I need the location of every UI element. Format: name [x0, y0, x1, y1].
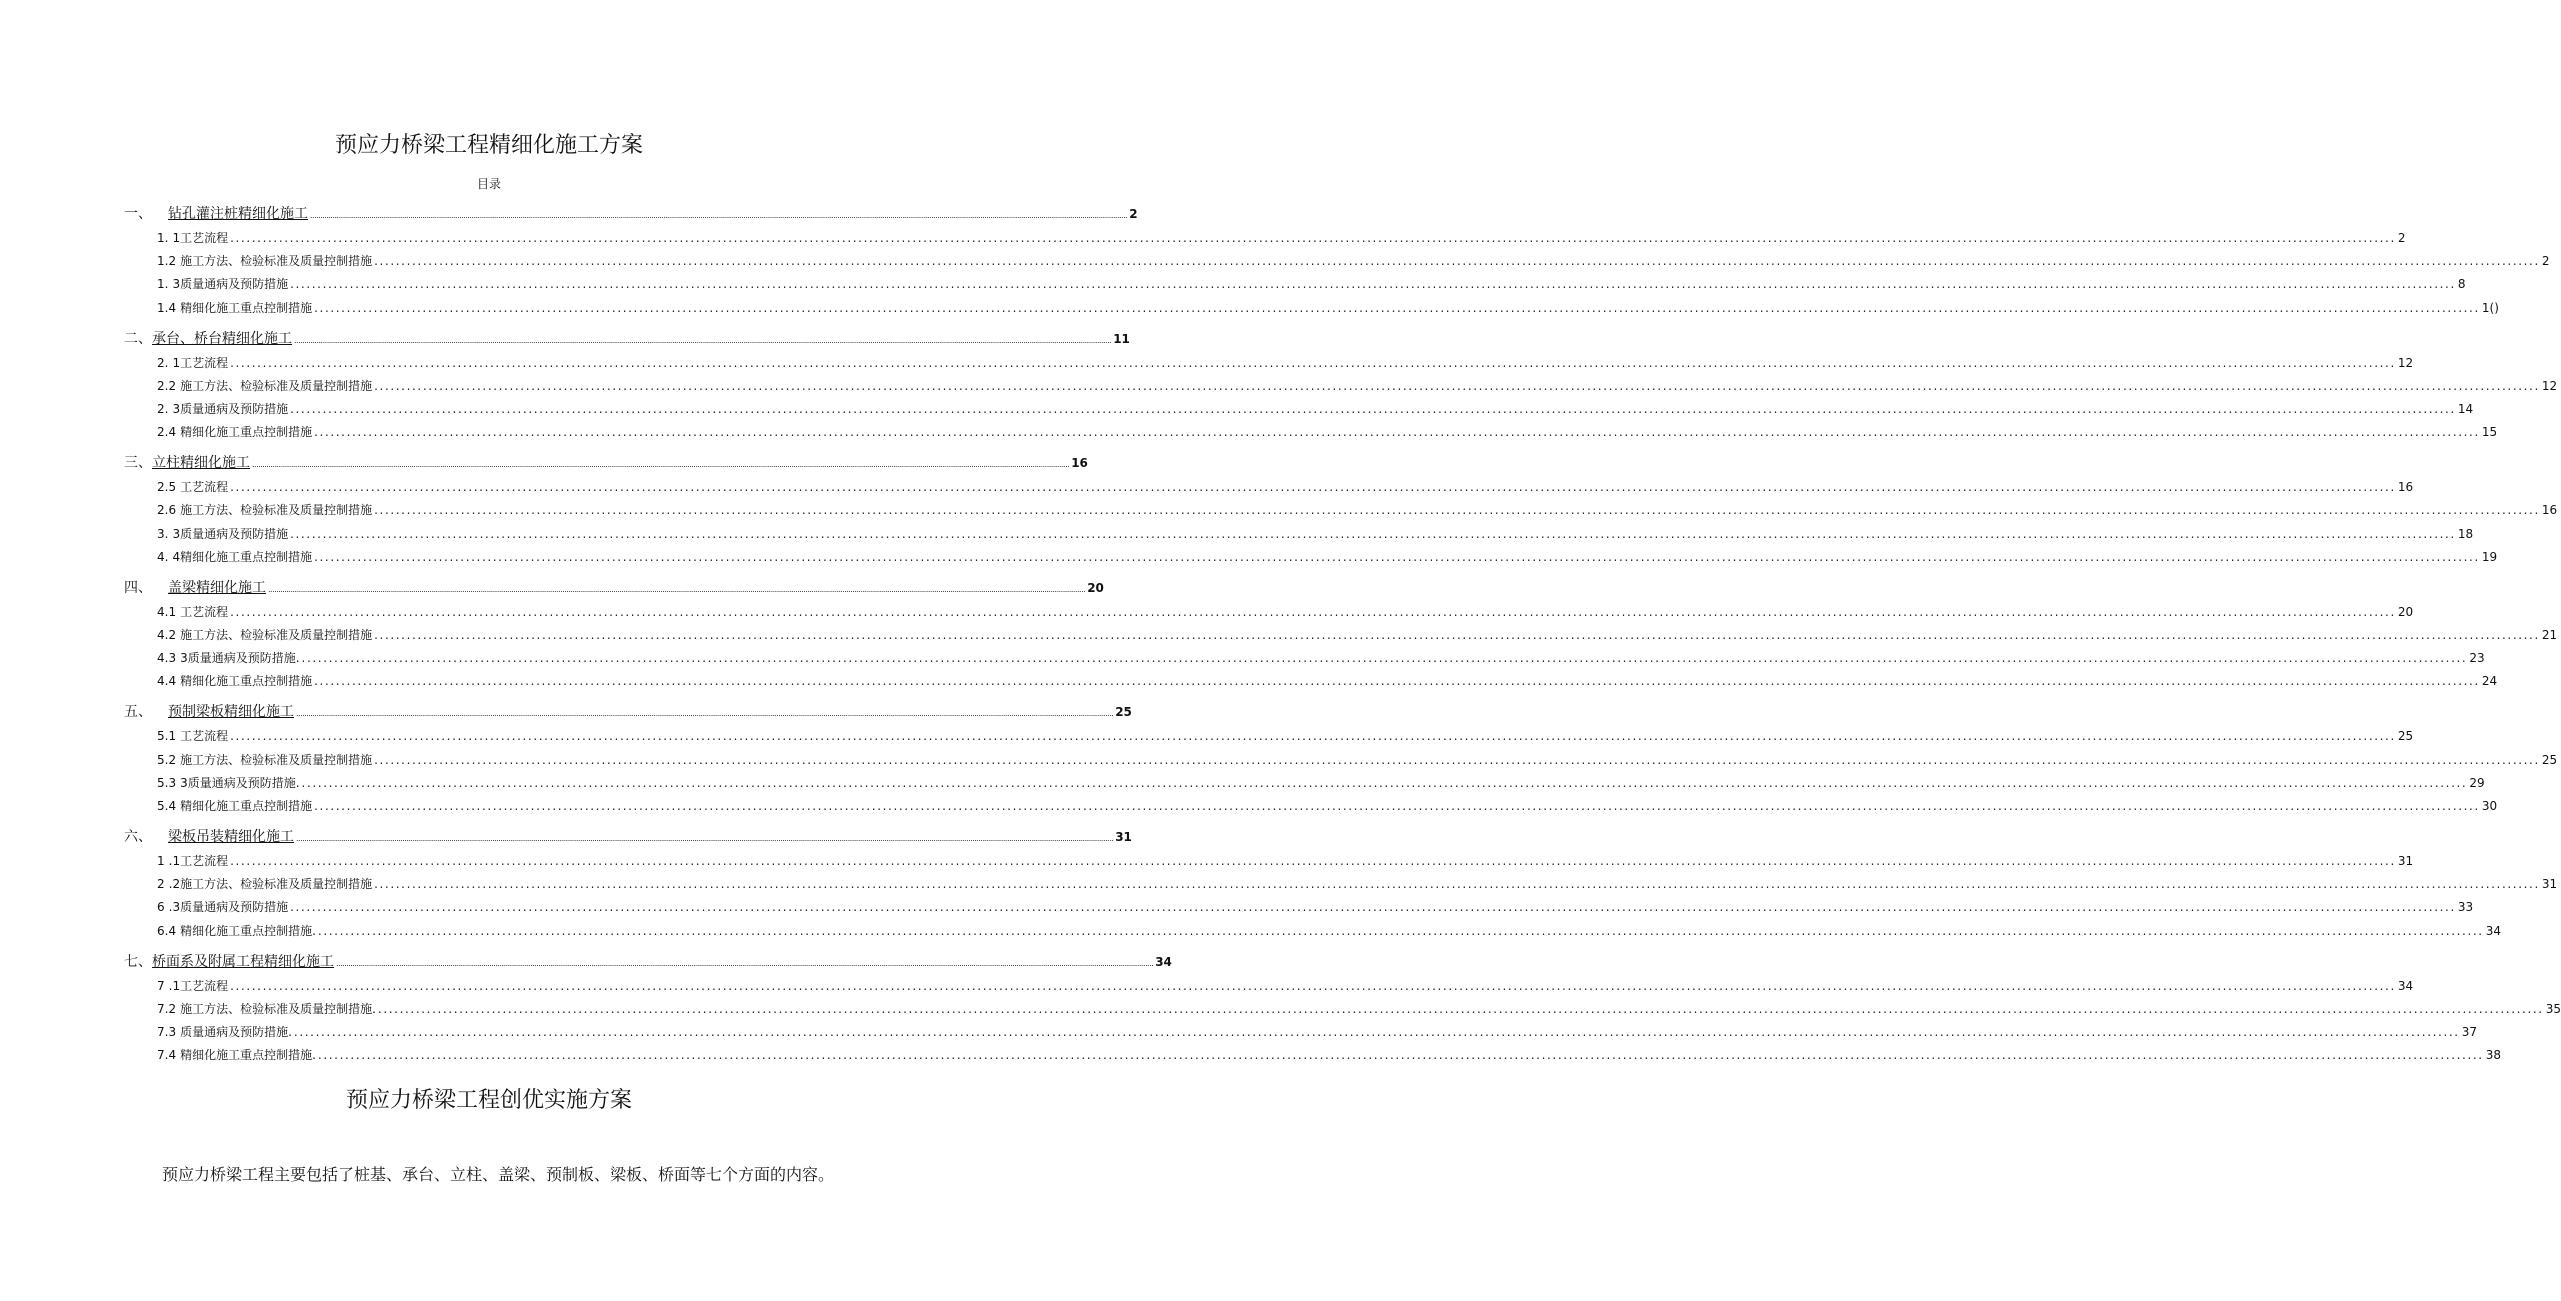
toc-section-entry[interactable] [157, 299, 2499, 316]
toc-entry-number: 7 [157, 978, 165, 993]
toc-entry-number: 3. [157, 526, 169, 541]
toc-entry-number: 7.3 [157, 1025, 177, 1039]
toc-entry-number: 5.3 [157, 775, 177, 790]
toc-entry-text: .2施工方法、检验标准及质量控制措施 [168, 877, 373, 892]
toc-dot-leader: ................................................................................................................................................................................................................................................................................................................................................................................................................ [374, 877, 2540, 892]
toc-entry-text: 施工方法、检验标准及质量控制措施 [180, 503, 373, 518]
toc-entry-number: 1.4 [157, 300, 177, 315]
toc-section-entry[interactable] [157, 774, 2485, 791]
toc-entry-number: 二、 [124, 330, 152, 347]
toc-page-number: 37 [2461, 1025, 2477, 1039]
toc-section-entry[interactable] [157, 649, 2485, 666]
toc-chapter-entry[interactable] [124, 701, 1132, 721]
toc-section-entry[interactable] [157, 603, 2414, 620]
toc-entry-label [157, 252, 372, 269]
toc-entry-text: .1工艺流程 [168, 978, 229, 993]
toc-dot-leader: ................................................................................................................................................................................................................................................................................................................................................................................................................ [374, 503, 2540, 518]
toc-dot-leader: ................................................................................................................................................................................................................................................................................................................................................................................................................ [314, 300, 2480, 315]
toc-entry-label [157, 275, 288, 292]
toc-entry-number: 5.1 [157, 729, 177, 744]
toc-entry-label [124, 701, 294, 721]
toc-page-number: 31 [1115, 830, 1132, 844]
toc-page-number: 12 [2397, 355, 2414, 370]
toc-entry-label [124, 577, 266, 597]
toc-page-number: 15 [2481, 425, 2498, 440]
toc-dot-leader: ................................................................................................................................................................................................................................................................................................................................................................................................................ [230, 729, 2396, 744]
toc-section-entry[interactable] [157, 525, 2474, 542]
toc-chapter-entry[interactable] [124, 203, 1138, 223]
toc-entry-number: 四、 [124, 579, 152, 596]
toc-page-number: 24 [2481, 674, 2498, 689]
toc-entry-label [157, 423, 312, 440]
toc-section-entry[interactable] [157, 501, 2558, 518]
toc-entry-label [157, 751, 372, 768]
toc-entry-label [124, 203, 308, 223]
toc-entry-label [157, 525, 288, 542]
toc-page-number: 16 [1071, 456, 1088, 471]
toc-entry-number: 1. [157, 277, 169, 292]
toc-dot-leader: ................................................................................................................................................................................................................................................................................................................................................................................................................ [294, 335, 1112, 345]
toc-chapter-entry[interactable] [124, 452, 1088, 472]
toc-page-number: 20 [1087, 580, 1104, 595]
toc-chapter-entry[interactable] [124, 951, 1172, 971]
toc-entry-number: 7.4 [157, 1048, 177, 1063]
toc-entry-text: 3质量通病及预防措施. [180, 775, 300, 790]
toc-section-entry[interactable] [157, 275, 2466, 292]
toc-dot-leader: ................................................................................................................................................................................................................................................................................................................................................................................................................ [230, 978, 2396, 993]
toc-section-entry[interactable] [157, 400, 2474, 417]
toc-dot-leader: ................................................................................................................................................................................................................................................................................................................................................................................................................ [317, 923, 2484, 938]
toc-entry-number: 一、 [124, 206, 152, 222]
toc-dot-leader: ................................................................................................................................................................................................................................................................................................................................................................................................................ [374, 378, 2540, 393]
toc-page-number: 16 [2541, 503, 2558, 518]
toc-entry-text: 3质量通病及预防措施. [180, 651, 300, 666]
toc-entry-number: 2. [157, 402, 169, 416]
toc-entry-number: 1 [157, 854, 165, 868]
toc-entry-label [157, 1000, 376, 1017]
toc-section-entry[interactable] [157, 875, 2558, 892]
toc-section-entry[interactable] [157, 354, 2414, 371]
toc-entry-label [157, 672, 312, 689]
toc-dot-leader: ................................................................................................................................................................................................................................................................................................................................................................................................................ [230, 355, 2396, 370]
toc-dot-leader: ................................................................................................................................................................................................................................................................................................................................................................................................................ [290, 277, 2456, 292]
toc-entry-label [124, 951, 334, 971]
toc-entry-number: 三、 [124, 455, 152, 472]
toc-entry-label [157, 548, 312, 565]
toc-entry-text: 施工方法、检验标准及质量控制措施. [180, 1001, 376, 1016]
toc-entry-number: 4.4 [157, 674, 177, 689]
toc-entry-text: 1工艺流程 [172, 355, 229, 370]
toc-page-number: 25 [2397, 729, 2414, 744]
toc-entry-label [157, 649, 300, 666]
toc-dot-leader: ................................................................................................................................................................................................................................................................................................................................................................................................................ [290, 526, 2456, 541]
toc-entry-label [157, 354, 228, 371]
toc-entry-number: 4. [157, 549, 169, 564]
toc-entry-label [124, 328, 292, 348]
toc-page-number: 31 [2541, 877, 2558, 892]
toc-page-number: 19 [2481, 549, 2498, 564]
toc-dot-leader: ................................................................................................................................................................................................................................................................................................................................................................................................................ [317, 1048, 2484, 1063]
toc-entry-number: 4.2 [157, 628, 177, 642]
toc-page-number: 25 [2541, 752, 2558, 767]
toc-entry-text: 3质量通病及预防措施 [172, 526, 289, 541]
toc-entry-number: 1.2 [157, 254, 177, 269]
toc-entry-text: 施工方法、检验标准及质量控制措施 [180, 378, 373, 393]
toc-entry-label [157, 229, 228, 246]
toc-dot-leader: ................................................................................................................................................................................................................................................................................................................................................................................................................ [377, 1001, 2544, 1016]
toc-entry-text: 承台、桥台精细化施工 [152, 330, 292, 347]
toc-entry-text: 精细化施工重点控制措施 [180, 799, 313, 813]
toc-entry-number: 4.1 [157, 604, 177, 619]
toc-page-number: 25 [1115, 705, 1132, 720]
toc-entry-label [157, 977, 228, 994]
toc-chapter-entry[interactable] [124, 328, 1130, 348]
toc-dot-leader: ................................................................................................................................................................................................................................................................................................................................................................................................................ [296, 834, 1114, 843]
toc-page-number: 38 [2485, 1048, 2501, 1063]
toc-page-number: 34 [2397, 978, 2414, 993]
toc-entry-number: 七、 [124, 953, 152, 970]
toc-entry-label [157, 898, 288, 915]
toc-page-number: 16 [2397, 480, 2414, 495]
toc-chapter-entry[interactable] [124, 826, 1132, 846]
toc-page-number: 2 [2397, 231, 2406, 245]
toc-entry-text: 施工方法、检验标准及质量控制措施 [180, 752, 373, 767]
toc-section-entry[interactable] [157, 1046, 2501, 1063]
toc-page-number: 29 [2469, 775, 2485, 790]
toc-chapter-entry[interactable] [124, 577, 1104, 597]
toc-page-number: 11 [1113, 331, 1130, 346]
toc-heading: 目录 [476, 177, 501, 191]
toc-dot-leader: ................................................................................................................................................................................................................................................................................................................................................................................................................ [290, 402, 2456, 416]
toc-entry-label [157, 797, 312, 814]
toc-entry-number: 2.6 [157, 503, 177, 518]
document-title: 预应力桥梁工程精细化施工方案 [334, 133, 643, 158]
toc-entry-text: 钻孔灌注桩精细化施工 [168, 206, 308, 222]
toc-page-number: 20 [2397, 604, 2414, 619]
toc-entry-text: 精细化施工重点控制措施. [180, 923, 316, 938]
toc-entry-label [157, 1023, 292, 1040]
toc-entry-text: 立柱精细化施工 [152, 455, 250, 472]
toc-entry-text: 桥面系及附属工程精细化施工 [152, 953, 334, 970]
toc-entry-label [157, 852, 228, 869]
toc-section-entry[interactable] [157, 478, 2414, 495]
toc-entry-number: 7.2 [157, 1001, 177, 1016]
toc-entry-number: 5.2 [157, 752, 177, 767]
toc-entry-text: 3质量通病及预防措施 [172, 277, 289, 292]
toc-entry-label [157, 501, 372, 518]
toc-entry-text: 精细化施工重点控制措施. [180, 1048, 316, 1063]
toc-entry-number: 2.2 [157, 378, 177, 393]
toc-section-entry[interactable] [157, 377, 2558, 394]
toc-entry-text: .3质量通病及预防措施 [168, 900, 289, 915]
toc-page-number: 33 [2457, 900, 2474, 915]
toc-dot-leader: ................................................................................................................................................................................................................................................................................................................................................................................................................ [230, 854, 2396, 868]
toc-entry-text: 4精细化施工重点控制措施 [172, 549, 313, 564]
toc-dot-leader: ................................................................................................................................................................................................................................................................................................................................................................................................................ [314, 425, 2480, 440]
toc-entry-number: 6.4 [157, 923, 177, 938]
toc-entry-label [124, 452, 250, 472]
toc-section-entry[interactable] [157, 423, 2498, 440]
toc-page-number: 8 [2457, 277, 2466, 292]
section-title: 预应力桥梁工程创优实施方案 [345, 1088, 632, 1113]
toc-entry-label [157, 875, 372, 892]
toc-entry-label [157, 774, 300, 791]
toc-dot-leader: ................................................................................................................................................................................................................................................................................................................................................................................................................ [374, 752, 2540, 767]
toc-entry-text: 梁板吊装精细化施工 [168, 829, 294, 845]
toc-dot-leader: ................................................................................................................................................................................................................................................................................................................................................................................................................ [314, 674, 2480, 689]
toc-entry-label [157, 922, 316, 939]
toc-section-entry[interactable] [157, 548, 2498, 565]
toc-dot-leader: ................................................................................................................................................................................................................................................................................................................................................................................................................ [301, 775, 2468, 790]
toc-entry-label [124, 826, 294, 846]
toc-entry-number: 6 [157, 900, 165, 915]
toc-entry-text: 盖梁精细化施工 [168, 579, 266, 596]
toc-entry-number: 2. [157, 355, 169, 370]
toc-section-entry[interactable] [157, 727, 2414, 744]
toc-section-entry[interactable] [157, 626, 2558, 643]
toc-entry-label [157, 478, 228, 495]
toc-page-number: 31 [2397, 854, 2414, 868]
toc-entry-text: 精细化施工重点控制措施 [180, 674, 313, 689]
toc-entry-number: 5.4 [157, 799, 177, 813]
toc-page-number: 1() [2481, 300, 2499, 315]
toc-entry-number: 1. [157, 231, 169, 245]
toc-entry-number: 4.3 [157, 651, 177, 666]
toc-section-entry[interactable] [157, 797, 2498, 814]
toc-entry-number: 2.4 [157, 425, 177, 440]
toc-dot-leader: ................................................................................................................................................................................................................................................................................................................................................................................................................ [293, 1025, 2460, 1039]
toc-entry-number: 2.5 [157, 480, 177, 495]
toc-dot-leader: ................................................................................................................................................................................................................................................................................................................................................................................................................ [336, 958, 1154, 968]
intro-paragraph: 预应力桥梁工程主要包括了桩基、承台、立柱、盖梁、预制板、梁板、桥面等七个方面的内容。 [162, 1165, 835, 1184]
toc-section-entry[interactable] [157, 1023, 2477, 1040]
toc-entry-number: 2 [157, 877, 165, 892]
toc-section-entry[interactable] [157, 977, 2414, 994]
toc-page-number: 12 [2541, 378, 2558, 393]
toc-dot-leader: ................................................................................................................................................................................................................................................................................................................................................................................................................ [374, 254, 2540, 269]
toc-dot-leader: ................................................................................................................................................................................................................................................................................................................................................................................................................ [314, 549, 2480, 564]
toc-entry-text: 预制梁板精细化施工 [168, 704, 294, 721]
toc-section-entry[interactable] [157, 898, 2474, 915]
toc-page-number: 34 [2485, 923, 2501, 938]
toc-entry-text: 工艺流程 [180, 604, 229, 619]
toc-entry-label [157, 727, 228, 744]
toc-page-number: 35 [2545, 1001, 2561, 1016]
toc-dot-leader: ................................................................................................................................................................................................................................................................................................................................................................................................................ [290, 900, 2456, 915]
toc-dot-leader: ................................................................................................................................................................................................................................................................................................................................................................................................................ [252, 460, 1070, 470]
toc-dot-leader: ................................................................................................................................................................................................................................................................................................................................................................................................................ [301, 651, 2468, 666]
toc-entry-label [157, 377, 372, 394]
toc-page-number: 2 [2541, 254, 2550, 269]
toc-section-entry[interactable] [157, 852, 2414, 869]
toc-section-entry[interactable] [157, 229, 2406, 246]
toc-page-number: 34 [1155, 954, 1172, 969]
toc-dot-leader: ................................................................................................................................................................................................................................................................................................................................................................................................................ [314, 799, 2480, 813]
toc-entry-label [157, 1046, 316, 1063]
toc-entry-text: 1工艺流程 [172, 231, 229, 245]
toc-entry-text: .1工艺流程 [168, 854, 229, 868]
toc-dot-leader: ................................................................................................................................................................................................................................................................................................................................................................................................................ [230, 231, 2396, 245]
toc-section-entry[interactable] [157, 252, 2550, 269]
toc-page-number: 30 [2481, 799, 2498, 813]
toc-entry-label [157, 603, 228, 620]
toc-entry-text: 施工方法、检验标准及质量控制措施 [180, 628, 373, 642]
toc-dot-leader: ................................................................................................................................................................................................................................................................................................................................................................................................................ [296, 709, 1114, 719]
toc-section-entry[interactable] [157, 922, 2501, 939]
toc-dot-leader: ................................................................................................................................................................................................................................................................................................................................................................................................................ [230, 480, 2396, 495]
toc-entry-number: 五、 [124, 704, 152, 721]
toc-entry-text: 精细化施工重点控制措施 [180, 300, 313, 315]
toc-section-entry[interactable] [157, 1000, 2561, 1017]
toc-entry-text: 质量通病及预防措施. [180, 1025, 292, 1039]
toc-page-number: 2 [1129, 207, 1138, 221]
toc-dot-leader: ................................................................................................................................................................................................................................................................................................................................................................................................................ [374, 628, 2540, 642]
toc-entry-text: 施工方法、检验标准及质量控制措施 [180, 254, 373, 269]
toc-entry-text: 精细化施工重点控制措施 [180, 425, 313, 440]
toc-entry-label [157, 400, 288, 417]
toc-entry-text: 工艺流程 [180, 480, 229, 495]
toc-entry-text: 工艺流程 [180, 729, 229, 744]
toc-page-number: 14 [2457, 402, 2474, 416]
toc-page-number: 18 [2457, 526, 2474, 541]
toc-entry-label [157, 299, 312, 316]
toc-page-number: 21 [2541, 628, 2558, 642]
toc-entry-number: 六、 [124, 829, 152, 845]
toc-entry-text: 3质量通病及预防措施 [172, 402, 289, 416]
toc-section-entry[interactable] [157, 751, 2558, 768]
toc-dot-leader: ................................................................................................................................................................................................................................................................................................................................................................................................................ [268, 584, 1086, 594]
toc-dot-leader: ................................................................................................................................................................................................................................................................................................................................................................................................................ [230, 604, 2396, 619]
toc-dot-leader: ................................................................................................................................................................................................................................................................................................................................................................................................................ [310, 211, 1128, 220]
toc-page-number: 23 [2469, 651, 2485, 666]
toc-section-entry[interactable] [157, 672, 2498, 689]
toc-entry-label [157, 626, 372, 643]
